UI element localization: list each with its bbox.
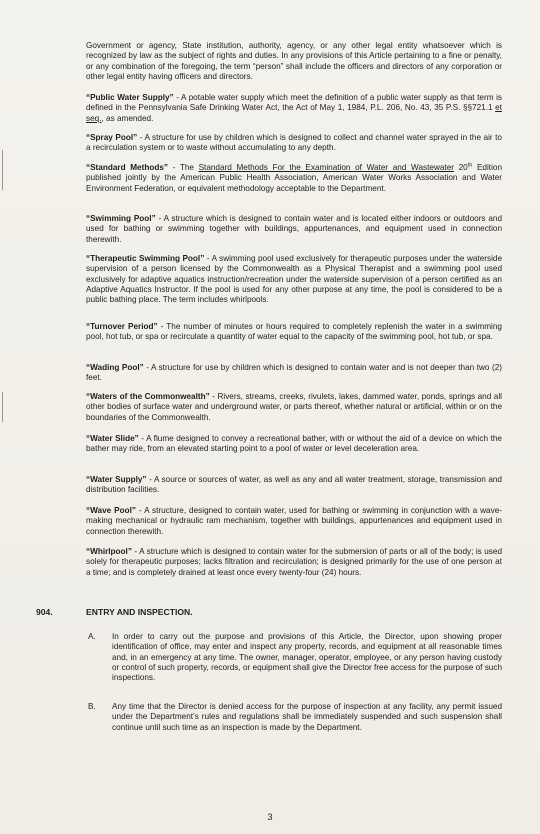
intro-paragraph [86,41,502,82]
section-title: ENTRY AND INSPECTION. [86,607,193,617]
ordinal-suffix: th [467,162,473,169]
definition-citation: Standard Methods For the Examination of Water and Wastewater [198,163,454,172]
definition-term: “Public Water Supply” [86,93,174,102]
definition-public-water-supply [86,93,502,124]
definition-text: - A structure which is designed to contain water for the submersion of parts or all of the body; is used solely for therapeutic purposes; lacks filtration and recirculation; is designed primarily for the use of one person at a time; and is completely drained at least once every twenty-four (24) hours. [86,547,502,577]
definition-text: - Rivers, streams, creeks, rivulets, lakes, dammed water, ponds, springs and all other bodies of surface water and underground water, or parts thereof, whether natural or artificial, within or on the boundaries of the Commonwealth. [86,392,502,422]
subsection-letter-a: A. [88,632,96,641]
definition-text: - A swimming pool used exclusively for therapeutic purposes under the waterside supervision of a person licensed by the Commonwealth as a Physical Therapist and a swimming pool used exclusively for adaptive aquatics instruction/recreation under the waterside supervision of a person certified as an Adaptive Aquatics Instructor. If the pool is used for any other purpose at any time, the pool is considered to be a public bathing place. The term includes whirlpools. [86,254,502,305]
definition-text: - A flume designed to convey a recreational bather, with or without the aid of a device on which the bather may ride, from an elevated starting point to a pool of water or level deceleration area. [86,434,502,454]
scan-edge-mark [2,150,3,190]
definition-wading-pool [86,363,502,384]
subsection-text: In order to carry out the purpose and provisions of this Article, the Director, upon showing proper identification of office, may enter and inspect any property, records, and equipment at all reasonable times and, in an emergency at any time. The owner, manager, operator, employee, or any person having custody or control of such property, records, or equipment shall give the Director free access for the purpose of such inspections. [112,632,502,683]
page-number: 3 [267,812,273,822]
scan-edge-mark [2,392,3,422]
definition-text: - A source or sources of water, as well as any and all water treatment, storage, transmission and distribution facilities. [86,475,502,495]
definition-water-slide [86,434,502,455]
definition-term: “Waters of the Commonwealth” [86,392,210,401]
definition-term: “Therapeutic Swimming Pool” [86,254,205,263]
subsection-text: Any time that the Director is denied access for the purpose of inspection at any facility, any permit issued under the Department’s rules and regulations shall be immediately suspended and such suspension shall continue until such time as an inspection is made by the Department. [112,702,502,732]
definition-text-tail: Edition published jointly by the American Public Health Association, American Water Works Association and Water Environment Federation, or equivalent methodology acceptable to the Department. [86,163,502,193]
definition-text-tail: , as amended. [101,113,154,123]
definition-text: - A potable water supply which meet the definition of a public water supply as that term is defined in the Pennsylvania Safe Drinking Water Act, the Act of May 1, 1984, P.L. 206, No. 43, 35 P.S. §§721.1 [86,93,502,113]
definition-text-tail: 20 [453,163,468,172]
definition-citation: et seq. [86,103,502,123]
definition-term: “Whirlpool” [86,547,132,556]
definition-text: - A structure which is designed to contain water and is located either indoors or outdoors and used for bathing or swimming together with buildings, appurtenances, and equipment used in connection therewith. [86,214,502,244]
definition-term: “Water Slide” [86,434,139,443]
definition-standard-methods [86,163,502,194]
definition-waters-of-the-commonwealth [86,392,502,423]
subsection-a [112,632,502,683]
definition-spray-pool [86,133,502,154]
definition-whirlpool [86,547,502,578]
definition-term: “Standard Methods” [86,163,168,172]
definition-term: “Swimming Pool” [86,214,156,223]
definition-therapeutic-swimming-pool [86,254,502,305]
section-number: 904. [36,607,53,617]
definition-term: “Spray Pool” [86,133,138,142]
subsection-b [112,702,502,733]
definition-wave-pool [86,506,502,537]
definition-text: - The number of minutes or hours required to completely replenish the water in a swimming pool, hot tub, or spa or recirculate a quantity of water equal to the capacity of the swimming pool, hot tub, or spa. [86,322,502,342]
definition-text: - A structure for use by children which is designed to collect and channel water sprayed in the air to a recirculation system or to waste without accumulating to any depth. [86,133,502,153]
definition-text: - A structure for use by children which is designed to contain water and is not deeper than two (2) feet. [86,363,502,383]
definition-term: “Wading Pool” [86,363,144,372]
subsection-letter-b: B. [88,702,96,711]
definition-term: “Wave Pool” [86,506,136,515]
definition-term: “Turnover Period” [86,322,158,331]
definition-term: “Water Supply” [86,475,147,484]
intro-text: Government or agency, State institution, authority, agency, or any other legal entity whatsoever which is recognized by law as the subject of rights and duties. In any provisions of this Article pertaining to a fine or penalty, or any combination of the foregoing, the term “person” shall include the officers and directors of any corporation or other legal entity having officers and directors. [86,41,502,81]
definition-water-supply [86,475,502,496]
definition-turnover-period [86,322,502,343]
definition-text: - The [167,163,199,172]
definition-text: - A structure, designed to contain water, used for bathing or swimming in conjunction with a wave-making mechanical or hydraulic ram mechanism, together with buildings, appurtenances and equipment used in connection therewith. [86,506,502,536]
definition-swimming-pool [86,214,502,245]
